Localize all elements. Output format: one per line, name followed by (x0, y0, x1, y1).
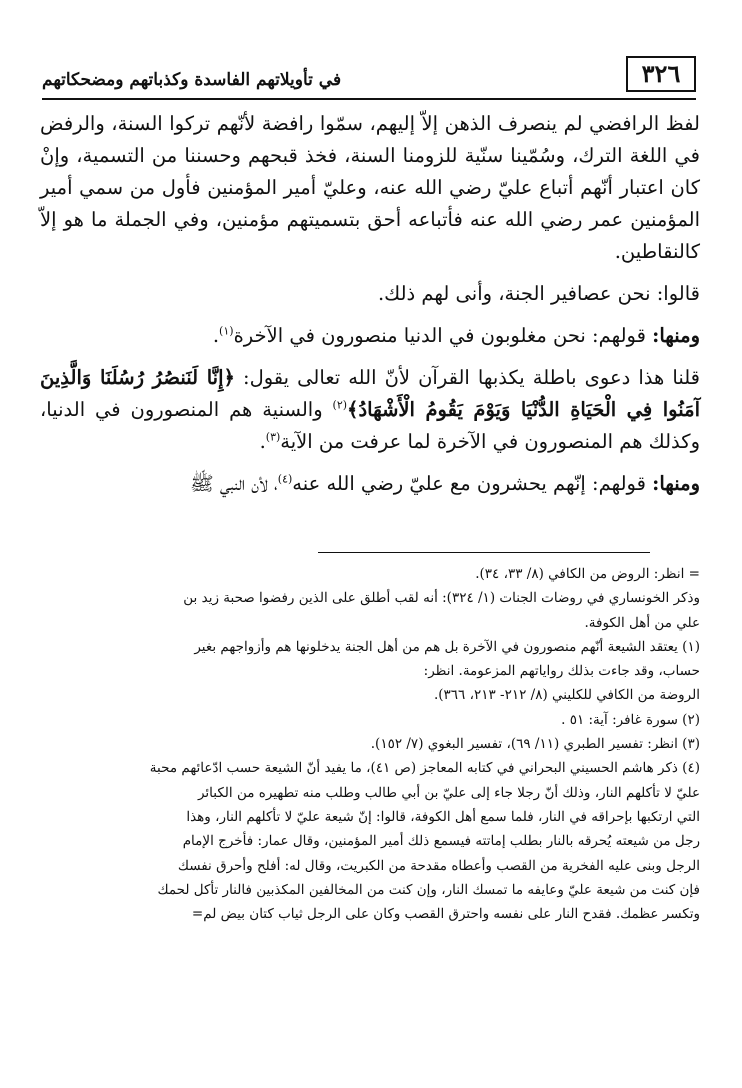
footnote-line: رجل من شيعته يُحرقه بالنار بطلب إماتته فيسمع ذلك أمير المؤمنين، وقال عمار: فأخرج الإمام (182, 833, 700, 850)
footnotes (40, 562, 700, 926)
footnote-ref-4: (٤) (277, 472, 293, 486)
footnote-line: فإن كنت من شيعة عليّ وعايفه ما تمسك النار، وإن كنت من المخالفين المكذبين فالنار تأكل لحمك (157, 881, 700, 898)
footnote-line: علي من أهل الكوفة. (584, 614, 700, 631)
paragraph-4-text: قلنا هذا دعوى باطلة يكذبها القرآن لأنّ الله تعالى يقول: (234, 366, 700, 389)
paragraph-3-lead: ومنها: (652, 324, 700, 347)
footnote-line: وذكر الخونساري في روضات الجنات (١/ ٣٢٤): أنه لقب أطلق على الذين رفضوا صحبة زيد بن (183, 590, 700, 607)
paragraph-5-lead: ومنها: (652, 472, 700, 495)
header-rule (42, 98, 696, 100)
footnote-line: (١) يعتقد الشيعة أنّهم منصورون في الآخرة بل هم من أهل الجنة يدخلونها هم وأزواجهم بغير (194, 638, 700, 655)
footnote-line: الرجل وبنى عليه الفخرية من القصب وأعطاه مقدحة من الكبريت، وقال له: أفلح وأحرق نفسك (177, 857, 700, 874)
footnote-line: (٣) انظر: تفسير الطبري (١١/ ٦٩)، تفسير البغوي (٧/ ١٥٢). (370, 736, 700, 753)
footnote-line: وتكسر عظمك. فقدح النار على نفسه واحترق القصب وكان على الرجل ثياب كتان بيض لم= (191, 906, 700, 923)
footnote-ref-3: (٣) (265, 430, 281, 444)
paragraph-5 (40, 468, 700, 500)
paragraph-5-text: قولهم: إنّهم يحشرون مع عليّ رضي الله عنه (292, 472, 653, 495)
footnote-line: الروضة من الكافي للكليني (٨/ ٢١٢- ٢١٣، ٣٦٦). (433, 687, 700, 704)
footnote-line: عليّ لا تأكلهم النار، وذلك أنّ رجلا جاء إلى عليّ بن أبي طالب وطلب منه تطهيره من الكبائر (197, 784, 700, 801)
footnote-line: (٢) سورة غافر: آية: ٥١ . (561, 711, 700, 728)
footnote-ref-1: (١) (219, 324, 234, 338)
footnote-line: حساب، وقد جاءت بذلك رواياتهم المزعومة. انظر: (423, 663, 700, 680)
paragraph-5-end: ، لأن النبي ﷺ (190, 472, 278, 495)
paragraph-2: قالوا: نحن عصافير الجنة، وأنى لهم ذلك. (377, 282, 700, 305)
footnote-line: = انظر: الروض من الكافي (٨/ ٣٣، ٣٤). (475, 566, 700, 582)
paragraph-4-end: . (259, 430, 266, 453)
paragraph-3 (40, 320, 700, 352)
paragraph-3-end: . (212, 324, 220, 347)
footnote-line: (٤) ذكر هاشم الحسيني البحراني في كتابه المعاجز (ص ٤١)، ما يفيد أنّ الشيعة حسب ادّعائهم محبة (149, 760, 700, 777)
main-text (40, 108, 700, 500)
footnote-divider (318, 552, 650, 553)
paragraph-4 (40, 362, 700, 458)
quran-verse: ﴿إِنَّا لَنَنصُرُ رُسُلَنَا وَالَّذِينَ آمَنُوا فِي الْحَيَاةِ الدُّنْيَا وَيَوْمَ يَقُومُ الْأَشْهَادُ﴾ (40, 366, 700, 421)
footnote-ref-2: (٢) (332, 398, 348, 412)
paragraph-3-text: قولهم: نحن مغلوبون في الدنيا منصورون في الآخرة (233, 324, 653, 347)
page-number: ٣٢٦ (626, 56, 696, 92)
paragraph-1: لفظ الرافضي لم ينصرف الذهن إلاّ إليهم، سمّوا رافضة لأنّهم تركوا السنة، والرفض في اللغة الترك، وسُمّينا سنّية للزومنا السنة، فخذ قبحهم وحسننا من التسمية، وإنْ كان اعتبار أنّهم أتباع عليّ رضي الله عنه، وعليّ أمير المؤمنين فأول من سمي أمير المؤمنين عمر رضي الله عنه فأتباعه أحق بتسميتهم مؤمنين، وفي الجملة ما هو إلاّ كالنقاطين. (40, 112, 700, 263)
paragraph-4-continuation: والسنية هم المنصورون في الدنيا، وكذلك هم المنصورون في الآخرة لما عرفت من الآية (40, 398, 700, 453)
footnote-line: التي ارتكبها بإحراقه في النار، فلما سمع أهل الكوفة، قالوا: إنّ شيعة عليّ لا تأكلهم النار، وهذا (186, 808, 700, 825)
page-header (42, 56, 696, 100)
running-title: في تأويلاتهم الفاسدة وكذباتهم ومضحكاتهم (42, 70, 342, 90)
